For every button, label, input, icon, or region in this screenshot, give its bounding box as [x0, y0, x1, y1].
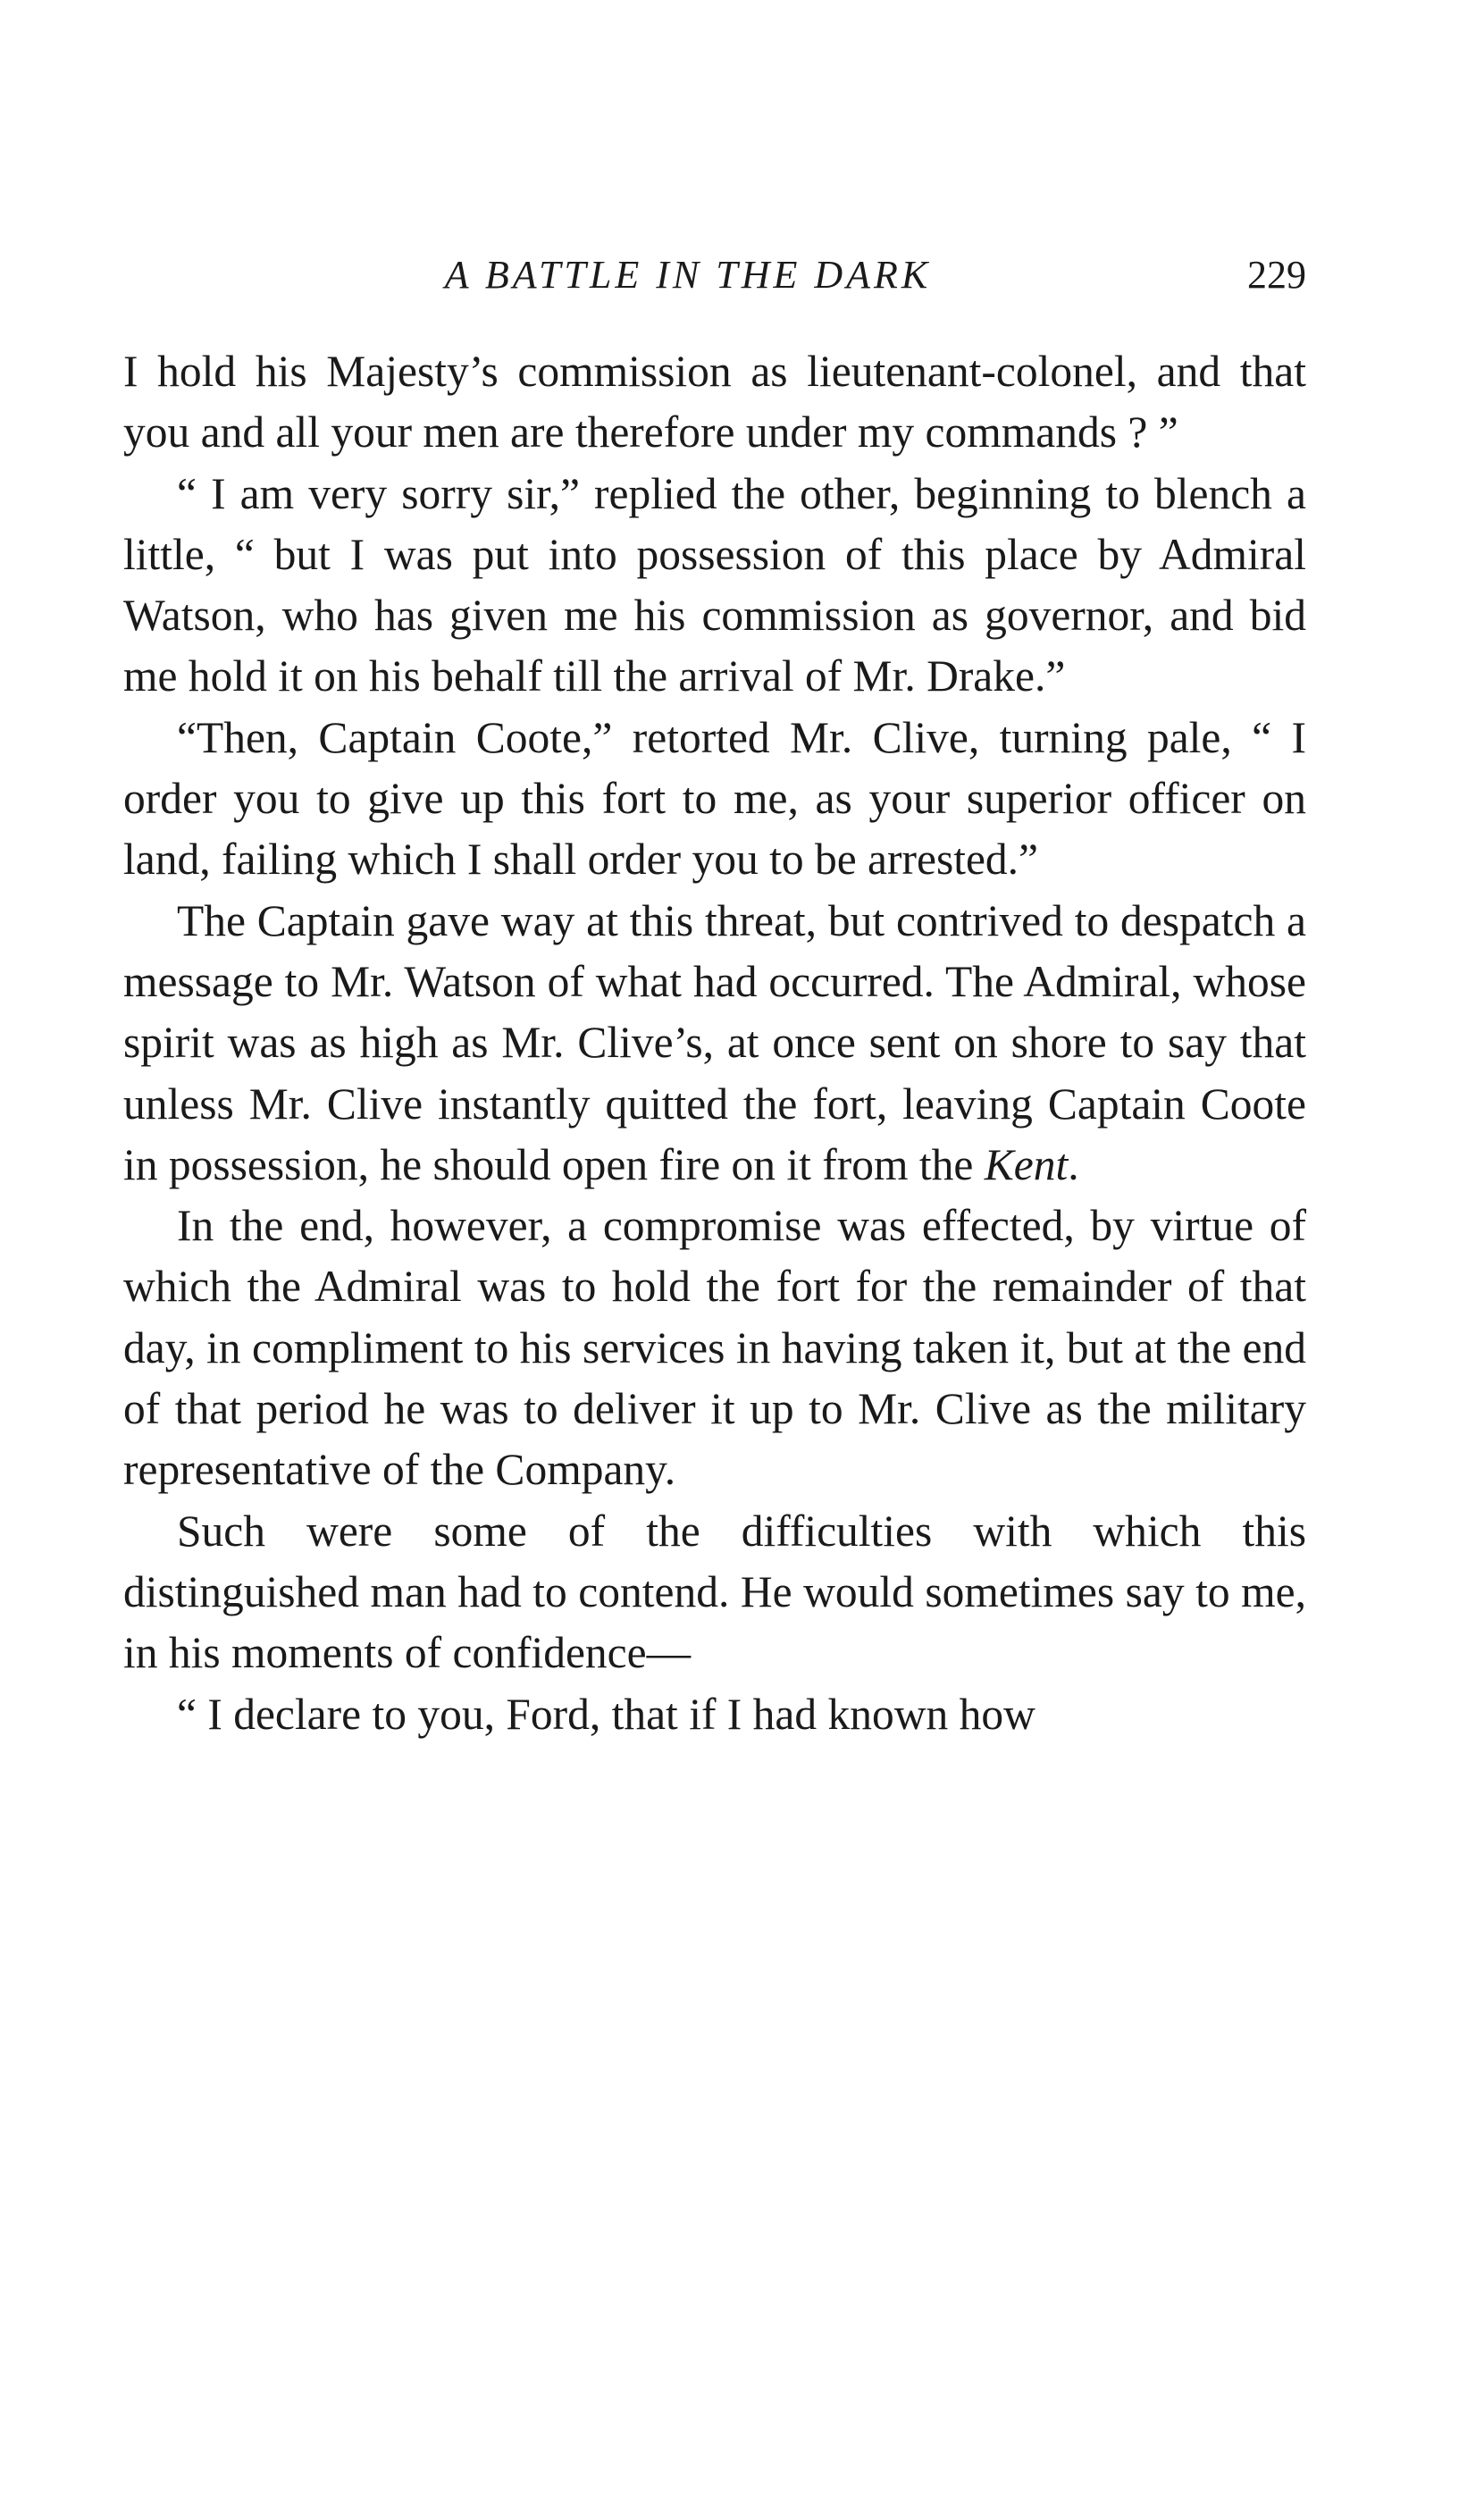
- paragraph-1-text: I hold his Majesty’s commission as lieutenant-colonel, and that you and all your men are therefore under my commands ? ”: [123, 347, 1306, 457]
- paragraph-7: [123, 1684, 1306, 1745]
- body-text: [123, 341, 1306, 1745]
- running-head: [123, 248, 1306, 302]
- paragraph-2: [123, 464, 1306, 708]
- paragraph-6: [123, 1501, 1306, 1684]
- paragraph-2-text: “ I am very sorry sir,” replied the other, beginning to blench a little, “ but I was put into possession of this place by Admiral Watson, who has given me his commission as governor, and bid me hold it on his behalf till the arrival of Mr. Drake.”: [123, 468, 1306, 701]
- paragraph-4-text: The Captain gave way at this threat, but contrived to despatch a message to Mr. Watson of what had occurred. The Admiral, whose spirit was as high as Mr. Clive’s, at once sent on shore to say that unless Mr. Clive instantly quitted the fort, leaving Captain Coote in possession, he should open fire on it from the: [123, 895, 1306, 1189]
- paragraph-4: [123, 891, 1306, 1196]
- paragraph-1: [123, 341, 1306, 464]
- page-number: 229: [1247, 253, 1306, 297]
- running-title: A BATTLE IN THE DARK: [444, 253, 932, 297]
- paragraph-5-text: In the end, however, a compromise was effected, by virtue of which the Admiral was to hold the fort for the remainder of that day, in compliment to his services in having taken it, but at the end of that period he was to deliver it up to Mr. Clive as the military representative of the Company.: [123, 1201, 1306, 1495]
- paragraph-7-text: “ I declare to you, Ford, that if I had known how: [177, 1689, 1035, 1739]
- paragraph-3: [123, 708, 1306, 891]
- ship-name: Kent: [984, 1139, 1069, 1189]
- paragraph-4-end: .: [1068, 1139, 1079, 1189]
- paragraph-3-text: “Then, Captain Coote,” retorted Mr. Clive, turning pale, “ I order you to give up this fort to me, as your superior officer on land, failing which I shall order you to be arrested.”: [123, 712, 1306, 885]
- paragraph-5: [123, 1196, 1306, 1500]
- paragraph-6-text: Such were some of the difficulties with which this distinguished man had to contend. He would sometimes say to me, in his moments of confidence—: [123, 1506, 1306, 1678]
